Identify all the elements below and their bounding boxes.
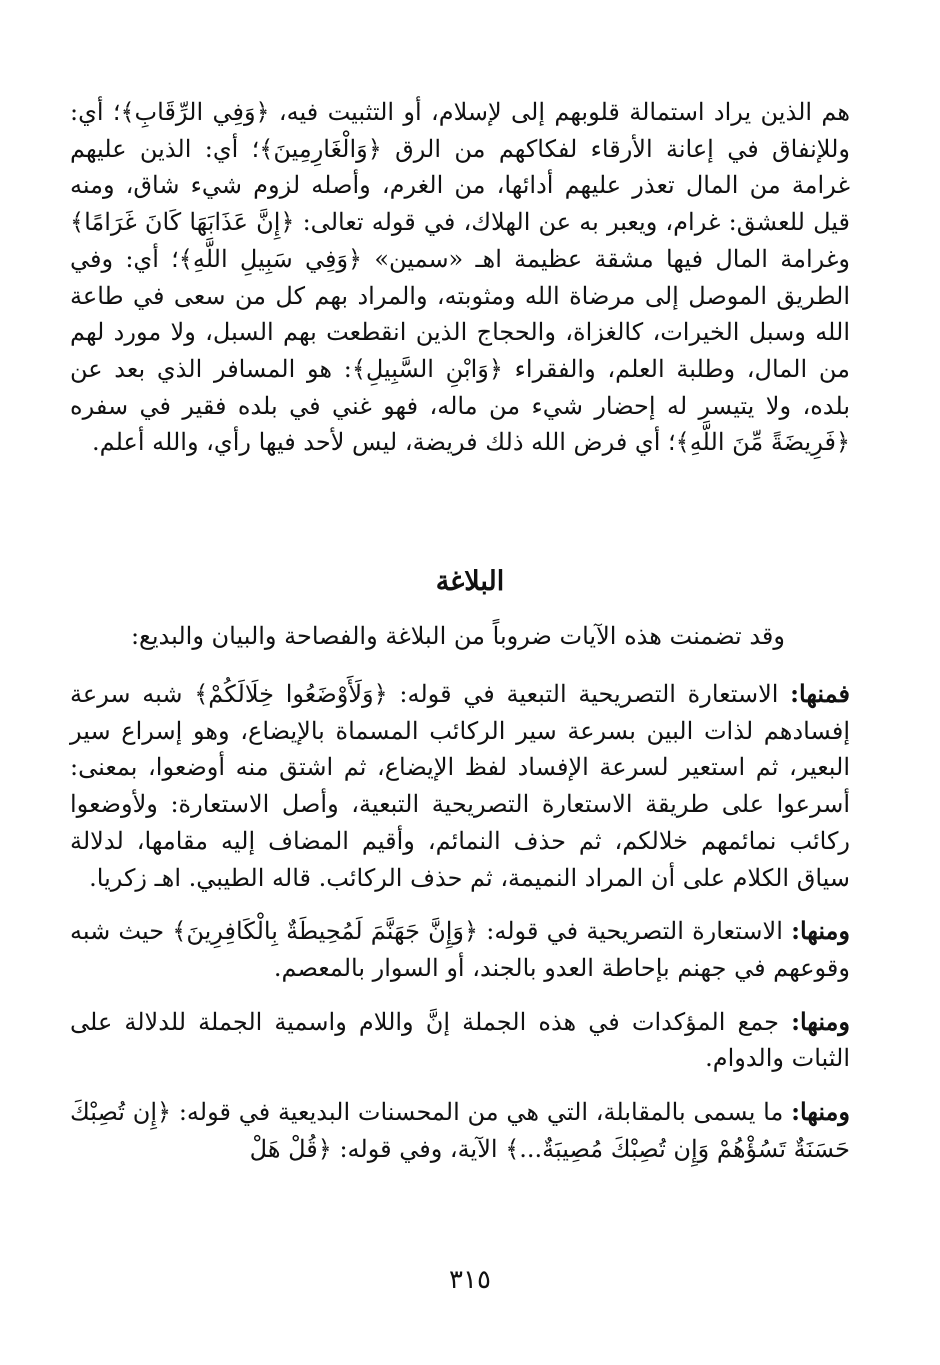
rhetoric-point [70, 913, 850, 986]
point-text: جمع المؤكدات في هذه الجملة إنَّ واللام واسمية الجملة للدلالة على الثبات والدوام. [70, 1007, 850, 1073]
point-lead: فمنها: [790, 679, 850, 708]
commentary-paragraph: هم الذين يراد استمالة قلوبهم إلى لإسلام، أو التثبيت فيه، ﴿وَفِي الرِّقَابِ﴾؛ أي: وللإنفاق في إعانة الأرقاء لفكاكهم من الرق ﴿وَالْغَارِمِينَ﴾؛ أي: الذين عليهم غرامة من المال تعذر عليهم أدائها، من الغرم، وأصله لزوم شيء شاق، ومنه قيل للعشق: غرام، ويعبر به عن الهلاك، في قوله تعالى: ﴿إِنَّ عَذَابَهَا كَانَ غَرَامًا﴾ وغرامة المال فيها مشقة عظيمة اهـ «سمين» ﴿وَفِي سَبِيلِ اللَّهِ﴾؛ أي: وفي الطريق الموصل إلى مرضاة الله ومثوبته، والمراد بهم كل من سعى في طاعة الله وسبل الخيرات، كالغزاة، والحجاج الذين انقطعت بهم السبل، ولا مورد لهم من المال، وطلبة العلم، والفقراء ﴿وَابْنِ السَّبِيلِ﴾: هو المسافر الذي بعد عن بلده، ولا يتيسر له إحضار شيء من ماله، فهو غني في بلده فقير في سفره ﴿فَرِيضَةً مِّنَ اللَّهِ﴾؛ أي فرض الله ذلك فريضة، ليس لأحد فيها رأي، والله أعلم. [70, 98, 851, 457]
rhetoric-section [70, 676, 850, 1184]
point-text: ما يسمى بالمقابلة، التي هي من المحسنات البديعية في قوله: ﴿إِن تُصِبْكَ حَسَنَةٌ تَسُؤْهُمْ وَإِن تُصِبْكَ مُصِيبَةٌ...﴾ الآية، وفي قوله: ﴿قُلْ هَلْ [70, 1098, 850, 1163]
rhetoric-point [70, 1004, 850, 1077]
point-text: الاستعارة التصريحية التبعية في قوله: ﴿وَلَأَوْضَعُوا خِلَالَكُمْ﴾ شبه سرعة إفسادهم لذات البين بسرعة سير الركائب المسماة بالإيضاع، وهو إسراع سير البعير، ثم استعير لسرعة الإفساد لفظ الإيضاع، ثم اشتق منه أوضعوا، بمعنى: أسرعوا على طريقة الاستعارة التصريحية التبعية، وأصل الاستعارة: ولأوضعوا ركائب نمائمهم خلالكم، ثم حذف النمائم، وأقيم المضاف إليه مقامها، لدلالة سياق الكلام على أن المراد النميمة، ثم حذف الركائب. قاله الطيبي. اهـ زكريا. [70, 680, 850, 892]
section-intro: وقد تضمنت هذه الآيات ضروباً من البلاغة والفصاحة والبيان والبديع: [130, 622, 785, 650]
rhetoric-point [70, 676, 850, 896]
page-number: ٣١٥ [449, 1265, 491, 1295]
section-heading: البلاغة [435, 566, 505, 597]
point-lead: ومنها: [791, 1006, 850, 1036]
point-text: الاستعارة التصريحية في قوله: ﴿وَإِنَّ جَهَنَّمَ لَمُحِيطَةٌ بِالْكَافِرِينَ﴾ حيث شبه وقوعهم في جهنم بإحاطة العدو بالجند، أو السوار بالمعصم. [70, 917, 850, 982]
rhetoric-point [70, 1094, 850, 1167]
point-lead: ومنها: [791, 1097, 850, 1127]
commentary-section [70, 94, 850, 461]
point-lead: ومنها: [791, 916, 850, 946]
